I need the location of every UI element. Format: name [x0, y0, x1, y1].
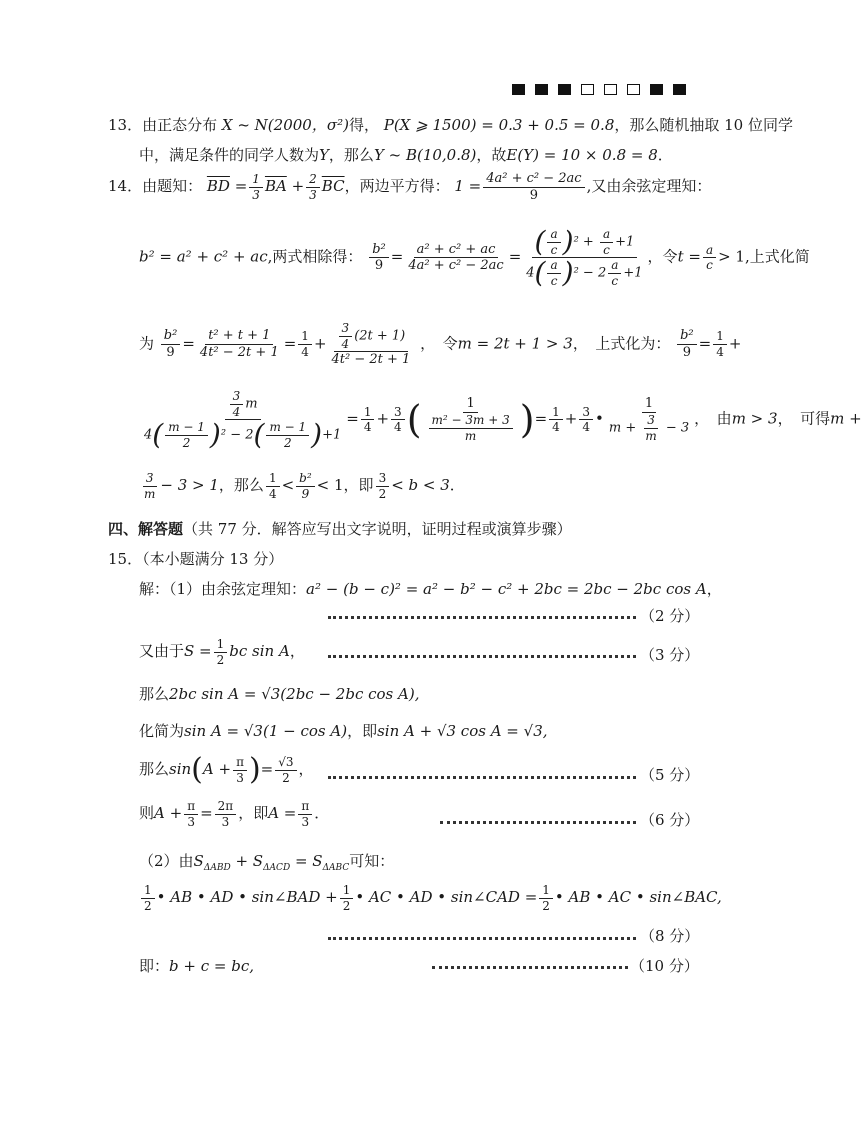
fraction: ( $\frac{a}{c}$ )² + $\frac{a}{c}$ +1 4( $\frac{a}{c}$ )² − 2 $\frac{a}{c}$ +1 [526, 224, 643, 290]
score-marker: （10 分） [630, 957, 699, 975]
score-marker: （8 分） [640, 927, 700, 945]
problem-14-line-e: $\frac{3}{m}$ − 3 > 1，那么 $\frac{1}{4}$ < $\frac{\text{b²}}{9}$ < 1，即 $\frac{3}{2}$ < b < 3． [144, 471, 465, 501]
dotted-leader [432, 966, 628, 969]
problem-15-header: 15．（本小题满分 13 分） [108, 550, 284, 568]
solution-step-4: 化简为sin A = √3(1 − cos A)，即sin A + √3 cos A = √3, [139, 722, 548, 740]
problem-14-line-b: b² = a² + c² + ac,两式相除得： $\frac{\text{b²}}{9}$ = $\frac{\text{a² + c² + ac}}{\text{4a² + c² − 2ac}}$ = ( $\frac{a}{c}$ )² + $\frac{a}{c}$ +1 4( $\frac{a}{c}$ )² − 2 $\frac{a}{c}$ +1 ，令t = $\frac{a}{c}$ > 1,上式化简 [139, 224, 810, 290]
dotted-leader [328, 776, 636, 779]
score-marker: （5 分） [640, 766, 700, 784]
vector-equation: $\overline{BD}$ = $\frac{1}{3}$ $\overline{BA}$ + $\frac{2}{3}$ $\overline{BC}$ [206, 172, 345, 202]
score-marker: （6 分） [640, 811, 700, 829]
problem-14-line-c: 为 $\frac{\text{b²}}{9}$ = $\frac{\text{t² + t + 1}}{\text{4t² − 2t + 1}}$ = $\frac{1}{4}$ + $\frac{3}{4}$ (2t + 1) 4t² − 2t + 1 ， 令m = 2t + 1 > 3， 上式化为： $\frac{\text{b²}}{9}$ = $\frac{1}{4}$ + [139, 321, 742, 368]
problem-number: 14． [108, 177, 143, 196]
score-marker: （2 分） [640, 607, 700, 625]
problem-13-line-1: 13．由正态分布 X ~ N(2000，σ²)得， P(X ⩾ 1500) = 0.3 + 0.5 = 0.8，那么随机抽取 10 位同学 [108, 116, 793, 134]
progress-square-filled [650, 84, 663, 95]
dotted-leader [440, 821, 636, 824]
progress-square-empty [627, 84, 640, 95]
score-marker: （3 分） [640, 646, 700, 664]
progress-square-filled [558, 84, 571, 95]
section-heading: 四、解答题（共 77 分．解答应写出文字说明，证明过程或演算步骤） [108, 520, 572, 538]
dotted-leader [328, 937, 636, 940]
problem-14-line-d: $\frac{3}{4}$ m 4( $\frac{m - 1}{2}$ )² − 2( $\frac{m - 1}{2}$ )+1 = $\frac{1}{4}$ + $\frac{3}{4}$ ( $\frac{1}{\frac{\text{m² − 3m + 3}}{m}}$ )= $\frac{1}{4}$ + $\frac{3}{4}$ • 1 m + $\frac{3}{m}$ − 3 ， 由m > 3， 可得m + [144, 389, 862, 452]
fraction: $\frac{\text{a² + c² + ac}}{\text{4a² + c² − 2ac}}$ [408, 241, 504, 274]
progress-square-filled [673, 84, 686, 95]
progress-square-filled [535, 84, 548, 95]
solution-step-8: $\frac{1}{2}$ • AB • AD • sin∠BAD + $\frac{1}{2}$ • AC • AD • sin∠CAD = $\frac{1}{2}$ • AB • AC • sin∠BAC, [139, 884, 722, 912]
solution-step-5: 那么sin(A + $\frac{\pi}{3}$ )= $\frac{√3}{2}$ ， [139, 752, 314, 788]
problem-14-line-a: 14．由题知： $\overline{BD}$ = $\frac{1}{3}$ $\overline{BA}$ + $\frac{2}{3}$ $\overline{BC}$，两边平方得： 1 = $\frac{\text{4a² + c² − 2ac}}{9}$ ,又由余弦定理知： [108, 171, 712, 203]
dotted-leader [328, 616, 636, 619]
problem-number: 15． [108, 550, 143, 568]
solution-step-1: 解：（1）由余弦定理知：a² − (b − c)² = a² − b² − c² + 2bc = 2bc − 2bc cos A， [139, 580, 722, 598]
solution-step-9: 即：b + c = bc, [139, 957, 254, 975]
problem-number: 13． [108, 116, 143, 134]
progress-square-filled [512, 84, 525, 95]
problem-13-line-2: 中，满足条件的同学人数为Y，那么Y ~ B(10,0.8)，故E(Y) = 10 × 0.8 = 8． [139, 146, 673, 164]
solution-step-7: （2）由$S_{\Delta ABD} + S_{\Delta ACD} = S_{\Delta ABC}$可知： [139, 852, 395, 873]
fraction: $\frac{\text{4a² + c² − 2ac}}{9}$ [483, 172, 584, 202]
solution-step-3: 那么2bc sin A = √3(2bc − 2bc cos A), [139, 685, 420, 703]
dotted-leader [328, 655, 636, 658]
solution-step-6: 则A + $\frac{\pi}{3}$ = $\frac{2\pi}{3}$ ，即A = $\frac{\pi}{3}$ ． [139, 799, 330, 829]
progress-square-empty [604, 84, 617, 95]
progress-square-empty [581, 84, 594, 95]
solution-step-2: 又由于S = $\frac{1}{2}$ bc sin A， [139, 637, 305, 667]
